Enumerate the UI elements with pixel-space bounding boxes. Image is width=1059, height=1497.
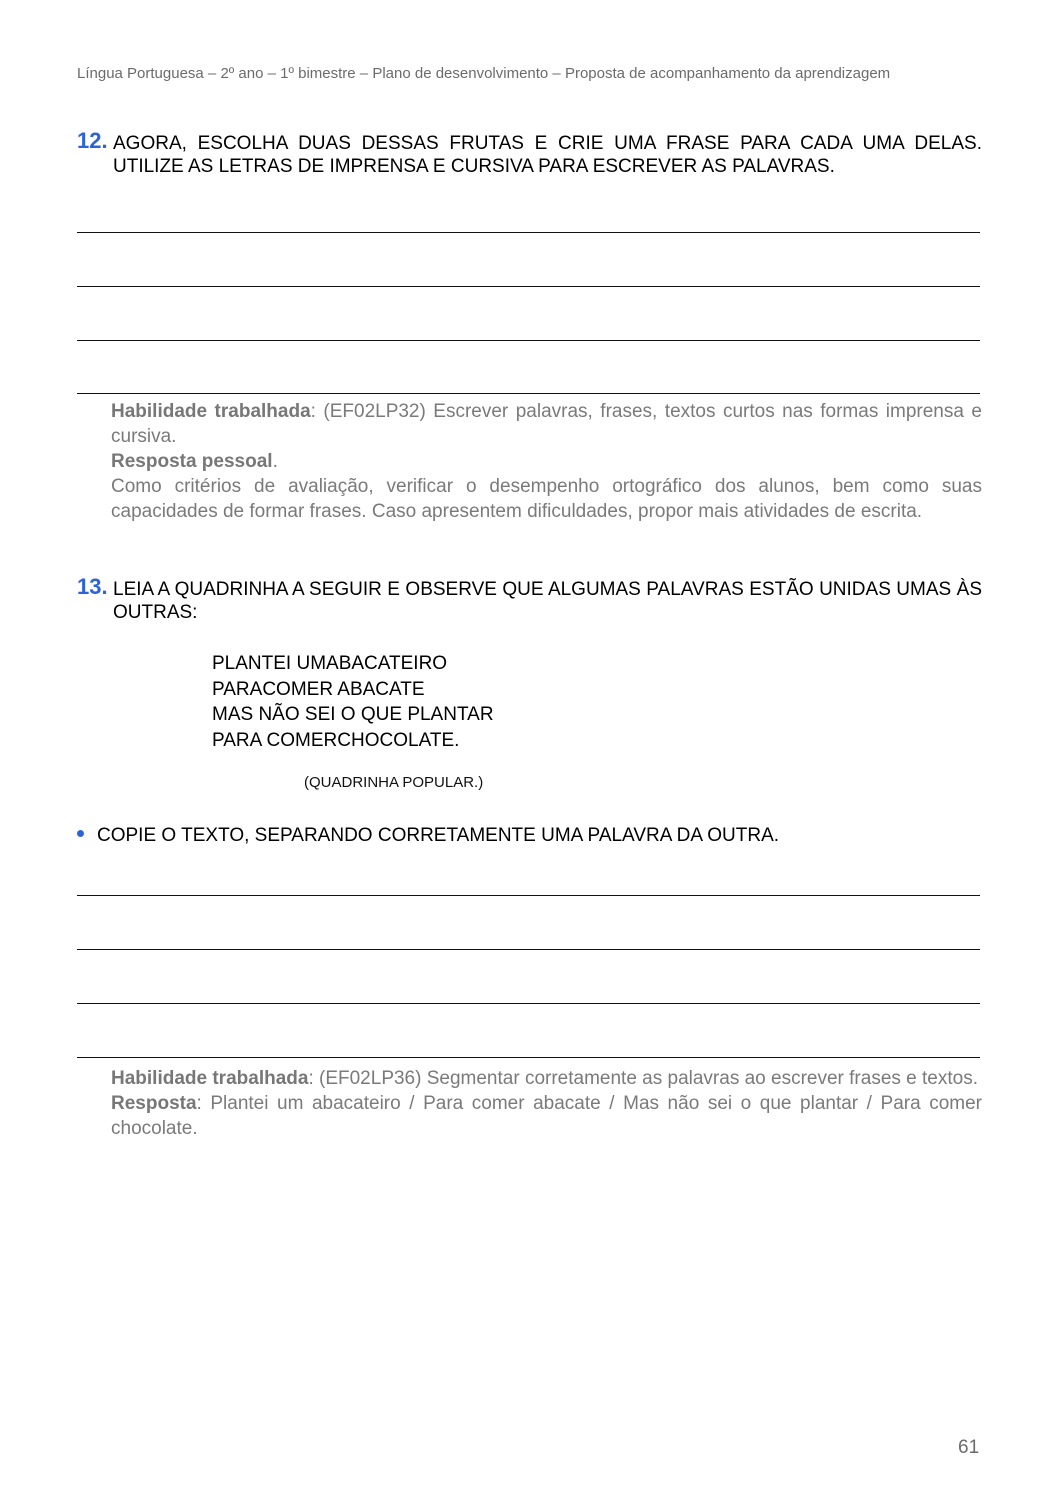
criteria-paragraph: Como critérios de avaliação, verificar o desempenho ortográfico dos alunos, bem como suas capacidades de formar frases. Caso apresentem dificuldades, propor mais atividades de escrita. bbox=[111, 476, 982, 522]
answer-line[interactable] bbox=[77, 1057, 980, 1058]
poem-line: PLANTEI UMABACATEIRO bbox=[212, 653, 448, 674]
teacher-note-13 bbox=[111, 1066, 982, 1141]
skill-label: Habilidade trabalhada bbox=[111, 1068, 309, 1089]
answer-line[interactable] bbox=[77, 232, 980, 233]
question-text: LEIA A QUADRINHA A SEGUIR E OBSERVE QUE ALGUMAS PALAVRAS ESTÃO UNIDAS UMAS ÀS OUTRAS: bbox=[113, 579, 982, 623]
answer-label: Resposta pessoal bbox=[111, 451, 273, 472]
skill-paragraph bbox=[111, 399, 982, 449]
bullet-instruction bbox=[77, 824, 779, 847]
skill-label: Habilidade trabalhada bbox=[111, 401, 311, 422]
answer-paragraph bbox=[111, 449, 982, 474]
page-header: Língua Portuguesa – 2º ano – 1º bimestre – Plano de desenvolvimento – Proposta de acompanhamento da aprendizagem bbox=[77, 65, 891, 82]
answer-suffix: . bbox=[272, 451, 278, 472]
poem-line: MAS NÃO SEI O QUE PLANTAR bbox=[212, 704, 494, 725]
question-number: 13. bbox=[77, 574, 108, 599]
answer-line[interactable] bbox=[77, 895, 980, 896]
question-number: 12. bbox=[77, 128, 108, 153]
answer-paragraph bbox=[111, 1091, 982, 1141]
skill-paragraph bbox=[111, 1066, 982, 1091]
question-13 bbox=[77, 574, 982, 624]
skill-text: : (EF02LP32) Escrever palavras, frases, textos curtos nas formas imprensa e cursiva. bbox=[111, 401, 982, 447]
answer-line[interactable] bbox=[77, 1003, 980, 1004]
answer-line[interactable] bbox=[77, 949, 980, 950]
teacher-note-12 bbox=[111, 399, 982, 524]
poem-line: PARA COMERCHOCOLATE. bbox=[212, 729, 460, 751]
answer-line[interactable] bbox=[77, 393, 980, 394]
question-text: AGORA, ESCOLHA DUAS DESSAS FRUTAS E CRIE UMA FRASE PARA CADA UMA DELAS. UTILIZE AS LETRAS DE IMPRENSA E CURSIVA PARA ESCREVER AS PALAVRAS. bbox=[113, 133, 982, 177]
answer-text: : Plantei um abacateiro / Para comer abacate / Mas não sei o que plantar / Para comer chocolate. bbox=[111, 1093, 982, 1139]
page-number: 61 bbox=[958, 1437, 980, 1458]
skill-text: : (EF02LP36) Segmentar corretamente as palavras ao escrever frases e textos. bbox=[308, 1068, 978, 1089]
answer-line[interactable] bbox=[77, 286, 980, 287]
answer-label: Resposta bbox=[111, 1093, 197, 1114]
poem-quatrain bbox=[212, 651, 494, 753]
bullet-icon bbox=[77, 830, 84, 837]
question-12 bbox=[77, 128, 982, 178]
poem-source: (QUADRINHA POPULAR.) bbox=[304, 774, 484, 791]
poem-line: PARACOMER ABACATE bbox=[212, 678, 425, 700]
answer-line[interactable] bbox=[77, 340, 980, 341]
bullet-text: COPIE O TEXTO, SEPARANDO CORRETAMENTE UMA PALAVRA DA OUTRA. bbox=[97, 825, 780, 846]
